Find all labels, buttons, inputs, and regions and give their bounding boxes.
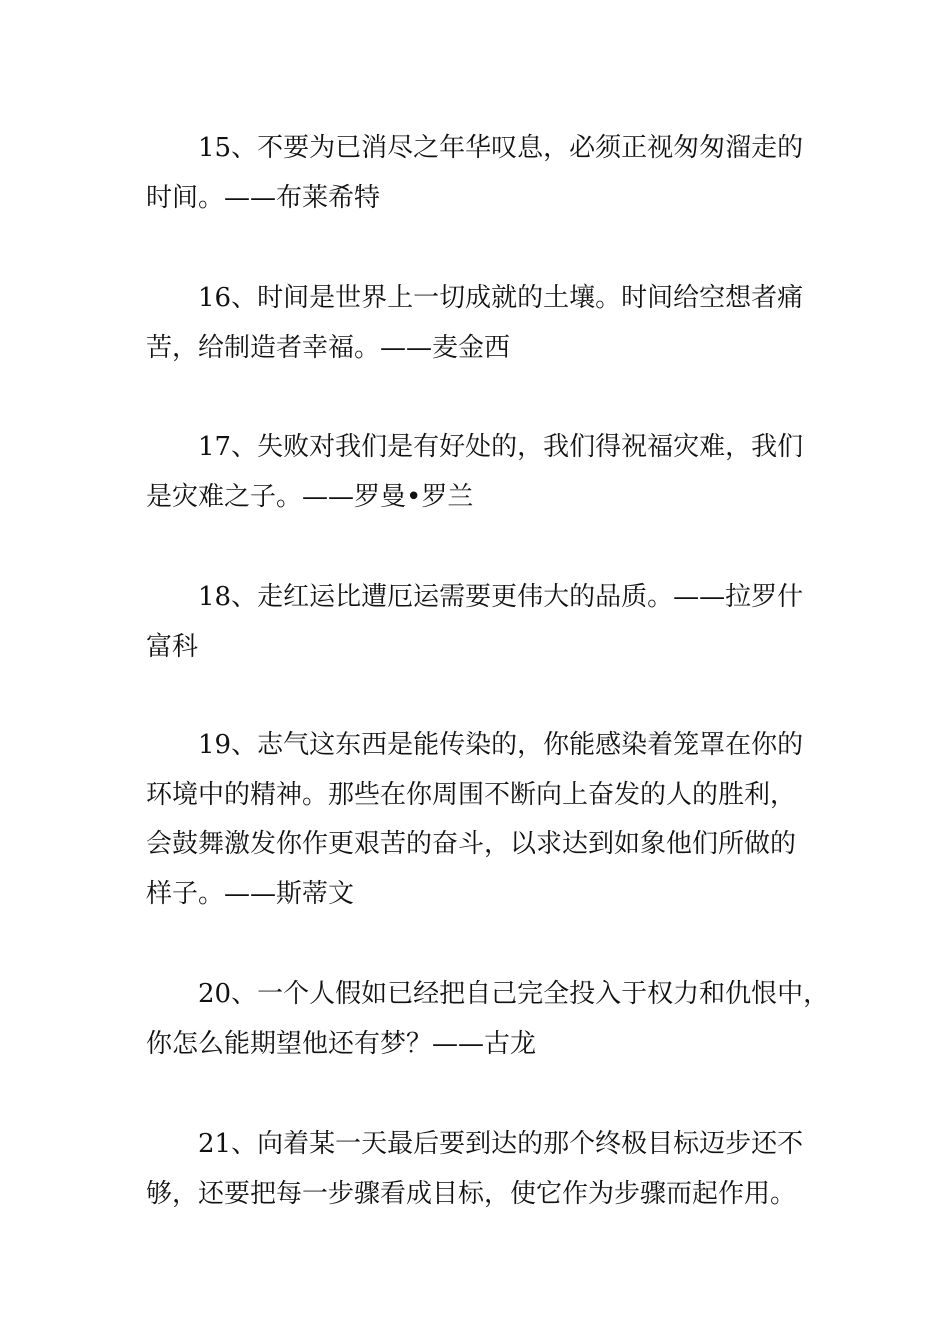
quote-line: 16、时间是世界上一切成就的土壤。时间给空想者痛 bbox=[198, 283, 804, 313]
quote-line: 21、向着某一天最后要到达的那个终极目标迈步还不 bbox=[198, 1129, 804, 1159]
quote-line: 17、失败对我们是有好处的，我们得祝福灾难，我们 bbox=[198, 432, 804, 462]
quote-paragraph-20 bbox=[146, 970, 830, 1069]
quote-paragraph-16 bbox=[146, 274, 810, 373]
quote-line: 15、不要为已消尽之年华叹息，必须正视匆匆溜走的 bbox=[198, 133, 804, 163]
quote-paragraph-21 bbox=[146, 1120, 810, 1219]
quote-paragraph-15 bbox=[146, 124, 810, 223]
quote-line: 够，还要把每一步骤看成目标，使它作为步骤而起作用。 bbox=[146, 1178, 797, 1209]
quote-line: 你怎么能期望他还有梦？——古龙 bbox=[146, 1028, 537, 1059]
quote-line: 18、走红运比遭厄运需要更伟大的品质。——拉罗什 bbox=[198, 582, 804, 612]
quote-paragraph-19 bbox=[146, 721, 810, 919]
quote-line: 样子。——斯蒂文 bbox=[146, 878, 355, 909]
quote-line: 会鼓舞激发你作更艰苦的奋斗，以求达到如象他们所做的 bbox=[146, 829, 797, 859]
quote-paragraph-18 bbox=[146, 573, 810, 672]
quote-line: 富科 bbox=[146, 631, 199, 662]
quote-line: 19、志气这东西是能传染的，你能感染着笼罩在你的 bbox=[198, 730, 804, 760]
quote-line: 苦，给制造者幸福。——麦金西 bbox=[146, 332, 511, 363]
quote-paragraph-17 bbox=[146, 423, 810, 522]
quote-line: 是灾难之子。——罗曼•罗兰 bbox=[146, 481, 474, 512]
quote-line: 20、一个人假如已经把自己完全投入于权力和仇恨中， bbox=[198, 979, 830, 1009]
quote-line: 时间。——布莱希特 bbox=[146, 182, 381, 213]
quote-line: 环境中的精神。那些在你周围不断向上奋发的人的胜利， bbox=[146, 779, 797, 810]
